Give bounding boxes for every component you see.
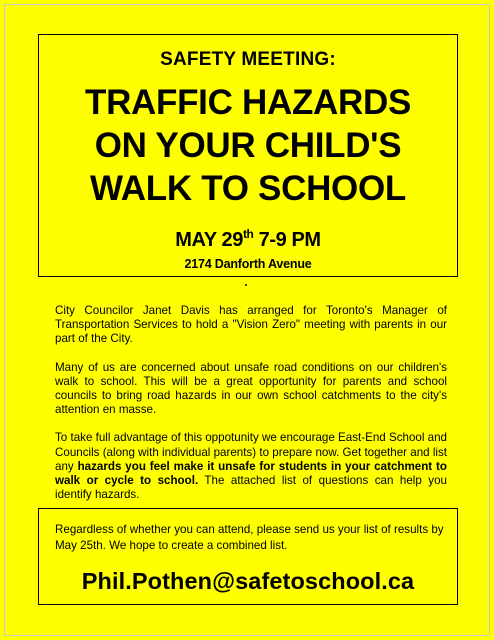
header-box bbox=[38, 34, 458, 277]
paragraph-1: City Councilor Janet Davis has arranged for Toronto's Manager of Transportation Services to hold a "Vision Zero" meeting with parents in our part of the City. bbox=[55, 304, 447, 346]
headline-line-2: ON YOUR CHILD'S bbox=[94, 126, 402, 165]
meeting-label: SAFETY MEETING: bbox=[160, 49, 336, 70]
headline-line-3: WALK TO SCHOOL bbox=[90, 169, 406, 208]
contact-email[interactable]: Phil.Pothen@safetoschool.ca bbox=[81, 568, 415, 594]
date-suffix: th bbox=[242, 227, 254, 241]
paragraph-2: Many of us are concerned about unsafe road conditions on our children's walk to school. This will be a great opportunity for parents and school councils to bring road hazards in our own school catchments to the city's attention en masse. bbox=[55, 360, 447, 417]
meeting-date-time bbox=[39, 228, 457, 252]
separator-dot bbox=[245, 284, 247, 286]
paragraph-3-bold: hazards you feel make it unsafe for students in your catchment to walk or cycle to school. bbox=[55, 459, 448, 488]
meeting-address: 2174 Danforth Avenue bbox=[184, 257, 312, 271]
headline-line-1: TRAFFIC HAZARDS bbox=[84, 83, 412, 122]
meeting-time: 7-9 PM bbox=[253, 229, 321, 251]
meeting-date: MAY 29 bbox=[175, 229, 243, 251]
headline bbox=[39, 81, 457, 210]
paragraph-3-start: To take full advantage of this oppotunity we encourage East-End School and Councils (along with individual parents) to prepare now. Get together and list any bbox=[55, 431, 447, 473]
paragraph-3-end: The attached list of questions can help you identify hazards. bbox=[55, 474, 447, 502]
footer-box bbox=[38, 508, 458, 605]
paragraph-3 bbox=[55, 431, 447, 502]
footer-note: Regardless of whether you can attend, please send us your list of results by May 25th. We hope to create a combined list. bbox=[55, 523, 444, 552]
body-text bbox=[55, 304, 447, 502]
